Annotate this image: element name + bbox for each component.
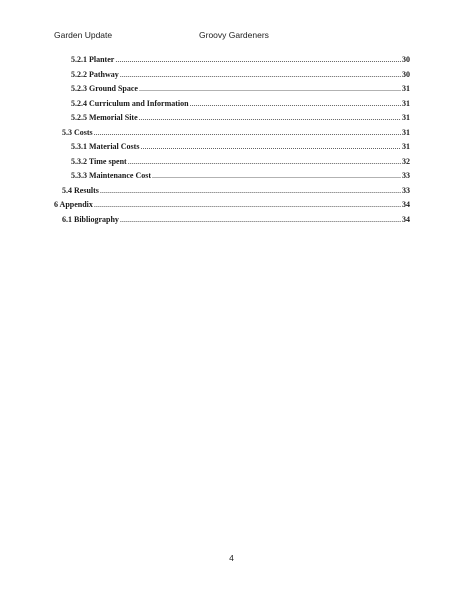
toc-entry-label: 5.2.5 Memorial Site <box>71 113 138 122</box>
toc-entry[interactable] <box>71 70 410 81</box>
toc-leader <box>94 128 401 137</box>
toc-entry[interactable] <box>71 157 410 168</box>
toc-entry-label: 5.4 Results <box>62 185 99 195</box>
toc-entry-page: 31 <box>402 113 410 122</box>
toc-entry[interactable] <box>54 200 410 211</box>
toc-leader <box>152 171 401 180</box>
toc-entry-page: 33 <box>402 171 410 180</box>
page-header <box>0 30 463 44</box>
page-number: 4 <box>229 553 234 563</box>
toc-entry-page: 33 <box>402 185 410 195</box>
toc-leader <box>139 113 401 122</box>
toc-leader <box>128 157 401 166</box>
toc-entry-label: 6 Appendix <box>54 200 93 209</box>
toc-entry-label: 5.3 Costs <box>62 127 93 137</box>
toc-leader <box>120 215 401 224</box>
toc-entry-page: 32 <box>402 156 410 166</box>
toc-entry-page: 30 <box>402 55 410 64</box>
toc-entry[interactable] <box>71 99 410 110</box>
toc-entry-page: 30 <box>402 69 410 79</box>
toc-entry-label: 6.1 Bibliography <box>62 214 119 224</box>
toc-entry[interactable] <box>71 142 410 153</box>
toc-leader <box>115 55 401 64</box>
toc-leader <box>100 186 401 195</box>
toc-entry[interactable] <box>71 55 410 66</box>
header-title: Garden Update <box>54 30 113 40</box>
toc-entry-page: 31 <box>402 142 410 151</box>
toc-leader <box>190 99 401 108</box>
toc-leader <box>120 70 401 79</box>
toc-entry[interactable] <box>62 186 410 197</box>
toc-entry[interactable] <box>71 171 410 182</box>
toc-entry[interactable] <box>62 215 410 226</box>
toc-entry-label: 5.2.4 Curriculum and Information <box>71 98 189 108</box>
header-organization: Groovy Gardeners <box>199 30 269 40</box>
toc-entry-page: 34 <box>402 214 410 224</box>
toc-leader <box>94 200 401 209</box>
toc-entry-label: 5.3.1 Material Costs <box>71 142 140 151</box>
toc-entry-label: 5.2.1 Planter <box>71 55 115 64</box>
toc-entry[interactable] <box>71 84 410 95</box>
toc-entry-label: 5.3.3 Maintenance Cost <box>71 171 151 180</box>
toc-leader <box>140 142 401 151</box>
toc-entry[interactable] <box>62 128 410 139</box>
toc-entry-label: 5.3.2 Time spent <box>71 156 127 166</box>
toc-entry[interactable] <box>71 113 410 124</box>
toc-entry-label: 5.2.3 Ground Space <box>71 84 138 93</box>
toc-entry-page: 31 <box>402 84 410 93</box>
toc-entry-page: 31 <box>402 127 410 137</box>
toc-entry-page: 31 <box>402 98 410 108</box>
toc-entry-page: 34 <box>402 200 410 209</box>
toc-entry-label: 5.2.2 Pathway <box>71 69 119 79</box>
toc-leader <box>139 84 401 93</box>
